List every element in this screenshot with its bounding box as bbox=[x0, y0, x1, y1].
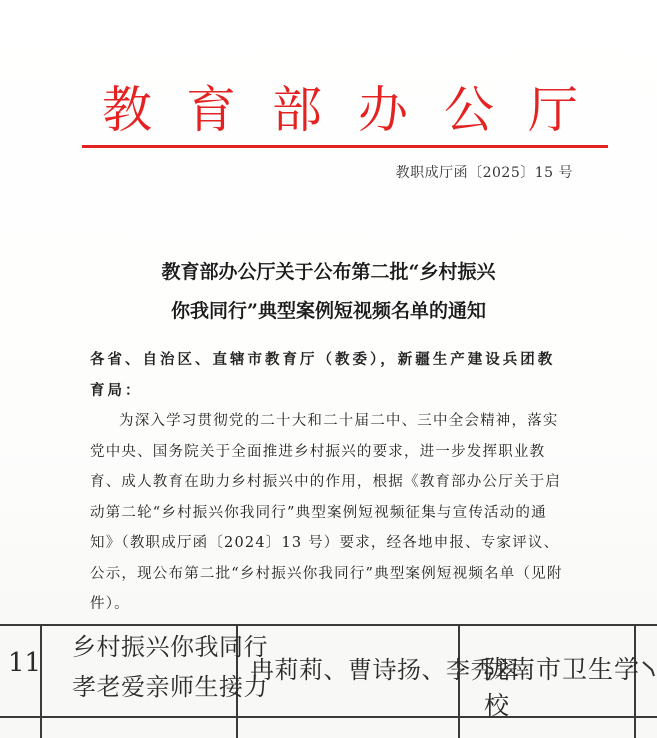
notice-title-line-2: 你我同行”典型案例短视频名单的通知 bbox=[171, 300, 486, 322]
notice-title-line-1: 教育部办公厅关于公布第二批“乡村振兴 bbox=[161, 261, 496, 283]
letterhead-char: 公 bbox=[444, 81, 494, 139]
letterhead-char: 教 bbox=[102, 81, 152, 139]
letterhead-red-rule bbox=[82, 145, 608, 148]
table-cell-title bbox=[72, 627, 268, 707]
table-border-top bbox=[0, 624, 657, 626]
letterhead-title bbox=[0, 80, 657, 150]
pen-stroke-mark bbox=[642, 660, 656, 678]
table-col-divider bbox=[40, 624, 42, 738]
table-cell-title-line: 乡村振兴你我同行 bbox=[72, 633, 268, 661]
letterhead-char: 育 bbox=[186, 81, 236, 139]
table-cell-school: 陇南市卫生学校 bbox=[484, 655, 641, 720]
letterhead-char: 部 bbox=[272, 81, 322, 139]
letterhead-char: 办 bbox=[358, 81, 408, 139]
letterhead-char: 厅 bbox=[528, 81, 578, 139]
table-cell-index: 11 bbox=[8, 648, 42, 678]
document-number: 教职成厅函〔2025〕15 号 bbox=[395, 165, 573, 181]
addressee: 各省、自治区、直辖市教育厅（教委），新疆生产建设兵团教育局： bbox=[90, 351, 556, 399]
table-cell-authors: 冉莉莉、曹诗扬、李秀翠 bbox=[250, 656, 520, 684]
table-cell-title-line: 孝老爱亲师生接力 bbox=[72, 673, 268, 701]
body-paragraph: 为深入学习贯彻党的二十大和二十届二中、三中全会精神，落实党中央、国务院关于全面推进乡村振兴的要求，进一步发挥职业教育、成人教育在助力乡村振兴中的作用，根据《教育部办公厅关于启动第二轮“乡村振兴你我同行”典型案例短视频征集与宣传活动的通知》（教职成厅函〔2024〕13 号）要求，经各地申报、专家评议、公示，现公布第二批“乡村振兴你我同行”典型案例短视频名单（见附件）。 bbox=[90, 413, 563, 612]
